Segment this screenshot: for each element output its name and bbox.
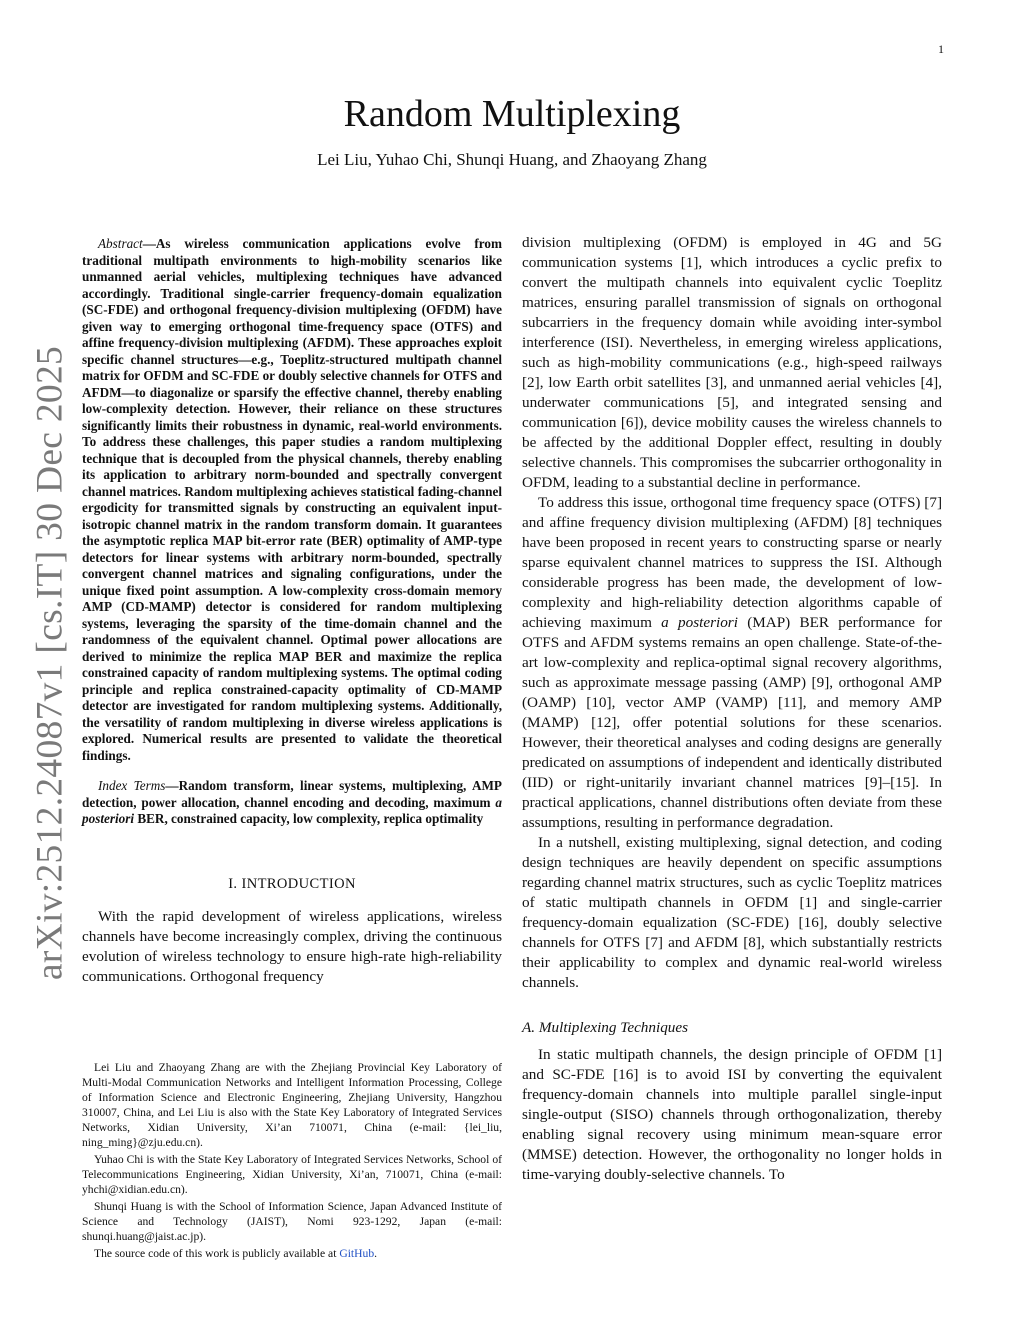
footnote-affiliation-1: Lei Liu and Zhaoyang Zhang are with the Zhejiang Provincial Key Laboratory of Multi-Modal Communication Networks and Intelligent Information Processing, College of Information Science and Electronic Engineering, Zhejiang University, Hangzhou 310007, China, and Lei Liu is also with the State Key Laboratory of Integrated Services Networks, Xidian University, Xi’an 710071, China (e-mail: {lei_liu, ning_ming}@zju.edu.cn).	[82, 1061, 502, 1149]
right-column	[522, 233, 942, 1185]
body-paragraph-4: In static multipath channels, the design principle of OFDM [1] and SC-FDE [16] is to avoid ISI by converting the equivalent frequency-domain channels into multiple parallel single-input single-output (SISO) channels through orthogonalization, thereby enabling signal recovery using minimum mean-square error (MMSE) detection. However, the orthogonality no longer holds in time-varying doubly-selective channels. To	[522, 1046, 942, 1183]
abstract	[82, 236, 502, 764]
intro-paragraph: With the rapid development of wireless applications, wireless channels have become increasingly complex, driving the continuous evolution of wireless technology to ensure high-rate high-reliability communications. Orthogonal frequency	[82, 907, 502, 985]
footnote-affiliation-3: Shunqi Huang is with the School of Information Science, Japan Advanced Institute of Science and Technology (JAIST), Nomi 923-1292, Japan (e-mail: shunqi.huang@jaist.ac.jp).	[82, 1200, 502, 1243]
footnotes	[82, 1060, 502, 1263]
body-paragraph-2-text-end: (MAP) BER performance for OTFS and AFDM systems remains an open challenge. State-of-the-art low-complexity and replica-optimal signal recovery algorithms, such as approximate message passing (AMP) [9], orthogonal AMP (OAMP) [10], vector AMP (VAMP) [11], and memory AMP (MAMP) [12], offer potential solutions for these scenarios. However, their theoretical analyses and coding designs are generally predicated on assumptions of independent and identically distributed (IID) or right-unitarily invariant channel matrices [9]–[15]. In practical applications, channel distributions often deviate from these assumptions, resulting in performance degradation.	[522, 614, 943, 831]
abstract-text: —As wireless communication applications evolve from traditional multipath environments to high-mobility scenarios like unmanned aerial vehicles, multiplexing techniques have advanced accordingly. Traditional single-carrier frequency-domain equalization (SC-FDE) and orthogonal frequency-division multiplexing (OFDM) have given way to emerging orthogonal time-frequency space (OTFS) and affine frequency-division multiplexing (AFDM). These approaches exploit specific channel structures—e.g., Toeplitz-structured multipath channel matrix for OFDM and SC-FDE or doubly selective channels for OTFS and AFDM—to diagonalize or sparsify the effective channel, thereby enabling low-complexity detection. However, their reliance on these structures significantly limits their robustness in dynamic, real-world environments. To address these challenges, this paper studies a random multiplexing technique that is decoupled from the physical channels, thereby enabling its application to arbitrary norm-bounded and spectrally convergent channel matrices. Random multiplexing achieves statistical fading-channel ergodicity for transmitted signals by constructing an equivalent input-isotropic channel matrix in the random transform domain. It guarantees the asymptotic replica MAP bit-error rate (BER) optimality of AMP-type detectors for linear systems with arbitrary norm-bounded, spectrally convergent channel matrices and signaling configurations, under the unique fixed point assumption. A low-complexity cross-domain memory AMP (CD-MAMP) detector is considered for random multiplexing systems, leveraging the sparsity of the time-domain channel and the randomness of the equivalent channel. Optimal power allocations are derived to minimize the replica MAP BER and maximize the replica constrained capacity of random multiplexing systems. The optimal coding principle and replica constrained-capacity optimality of CD-MAMP detector are investigated for random multiplexing systems. Additionally, the versatility of random multiplexing in diverse wireless applications is explored. Numerical results are presented to validate the theoretical findings.	[82, 236, 502, 763]
footnote-source-end: .	[374, 1247, 378, 1260]
left-column	[82, 236, 502, 987]
index-terms	[82, 778, 502, 828]
index-terms-text: —Random transform, linear systems, multiplexing, AMP detection, power allocation, channel encoding and decoding, maximum	[82, 778, 502, 810]
footnote-source-code	[82, 1246, 502, 1261]
paper-title: Random Multiplexing	[343, 93, 681, 135]
body-paragraph-2-text: To address this issue, orthogonal time frequency space (OTFS) [7] and affine frequency division multiplexing (AFDM) [8] techniques have been proposed in recent years to constructing sparse or nearly sparse equivalent channel matrices to suppress the ISI. Although considerable progress has been made, the development of low-complexity and high-reliability detection algorithms capable of achieving maximum	[522, 494, 942, 631]
abstract-lead: Abstract	[98, 236, 143, 251]
index-terms-text-end: BER, constrained capacity, low complexity, replica optimality	[134, 811, 484, 826]
footnote-source-text: The source code of this work is publicly available at	[94, 1247, 340, 1260]
subsection-heading: A. Multiplexing Techniques	[522, 1019, 689, 1036]
github-link[interactable]: GitHub	[339, 1247, 375, 1260]
body-paragraph-1: division multiplexing (OFDM) is employed in 4G and 5G communication systems [1], which introduces a cyclic prefix to convert the multipath channels into equivalent cyclic Toeplitz matrices, ensuring parallel transmission of signals on orthogonal subcarriers in the frequency domain while avoiding inter-symbol interference (ISI). Nevertheless, in emerging wireless applications, such as high-mobility communications (e.g., high-speed railways [2], low Earth orbit satellites [3], and unmanned aerial vehicles [4], underwater communications [5], and integrated sensing and communication [6]), device mobility causes the wireless channels to be affected by the additional Doppler effect, resulting in doubly selective channels. This compromises the subcarrier orthogonality in OFDM, leading to a substantial decline in performance.	[522, 234, 942, 491]
body-paragraph-3: In a nutshell, existing multiplexing, signal detection, and coding design techniques are heavily dependent on specific assumptions regarding channel matrix structures, such as cyclic Toeplitz matrices of static multipath channels in OFDM [1] and single-carrier frequency-domain equalization (SC-FDE) [16], doubly selective channels for OTFS [7] and AFDM [8], which substantially restricts their applicability to complex and dynamic real-world wireless channels.	[522, 834, 942, 991]
body-paragraph-2	[522, 493, 942, 833]
author-list: Lei Liu, Yuhao Chi, Shunqi Huang, and Zhaoyang Zhang	[317, 150, 707, 169]
section-heading-introduction: I. INTRODUCTION	[228, 875, 356, 892]
footnote-affiliation-2: Yuhao Chi is with the State Key Laboratory of Integrated Services Networks, School of Telecommunications Engineering, Xidian University, Xi’an, 710071, China (e-mail: yhchi@xidian.edu.cn).	[82, 1153, 502, 1196]
body-paragraph-2-italic: a posteriori	[661, 614, 738, 631]
page-number: 1	[938, 42, 944, 56]
arxiv-identifier-stamp: arXiv:2512.24087v1 [cs.IT] 30 Dec 2025	[29, 345, 71, 981]
index-terms-lead: Index Terms	[98, 778, 166, 793]
index-terms-italic: a posteriori	[82, 794, 502, 826]
